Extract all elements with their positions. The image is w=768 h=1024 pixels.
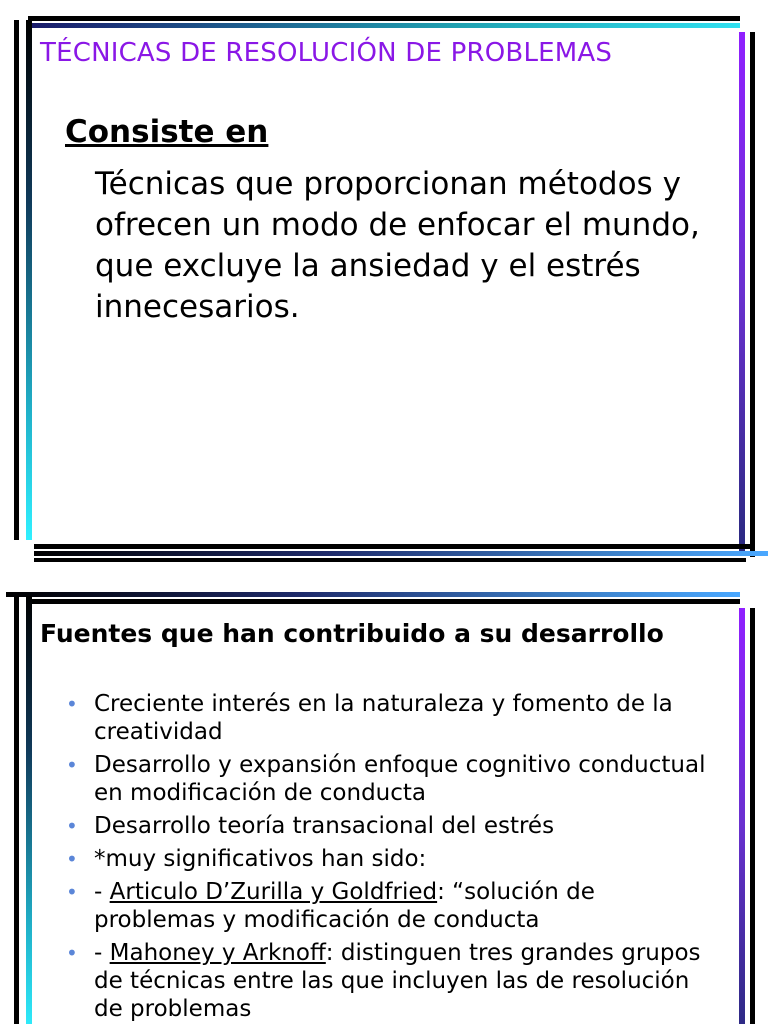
- slide-subtitle: Consiste en: [65, 114, 269, 150]
- reference-link[interactable]: Mahoney y Arknoff: [109, 940, 326, 966]
- bullet-list: [62, 690, 722, 1024]
- bullet-item: • Desarrollo y expansión enfoque cognitivo conductual en modificación de conducta: [66, 752, 706, 806]
- bullet-item: • - Mahoney y Arknoff: distinguen tres grandes grupos de técnicas entre las que incluyen las de resolución de problemas: [66, 940, 701, 1022]
- slide-paragraph: Técnicas que proporcionan métodos y ofrecen un modo de enfocar el mundo, que excluye la ansiedad y el estrés innecesarios.: [95, 166, 700, 325]
- bullet-item: • *muy significativos han sido:: [66, 846, 427, 872]
- bullet-item: • Creciente interés en la naturaleza y fomento de la creatividad: [66, 691, 673, 745]
- top-frame-bar-black: [28, 16, 740, 21]
- bullet-icon: •: [66, 753, 78, 777]
- left-frame-bar-gradient: [26, 20, 32, 540]
- slide-2: [0, 578, 768, 1024]
- right-frame-bar-black: [750, 32, 755, 557]
- top-frame-bar-gradient: [6, 592, 740, 597]
- left-frame-bar-black: [14, 20, 19, 540]
- bottom-frame-bar-black-2: [34, 558, 746, 562]
- right-frame-bar-black: [750, 608, 755, 1024]
- slide-separator: [0, 570, 768, 578]
- bullet-icon: •: [66, 814, 78, 838]
- bullet-icon: •: [66, 692, 78, 716]
- right-frame-bar-purple: [739, 608, 745, 1024]
- bullet-item: • Desarrollo teoría transacional del estrés: [66, 813, 555, 839]
- left-frame-bar-gradient: [26, 596, 32, 1024]
- slide-title: TÉCNICAS DE RESOLUCIÓN DE PROBLEMAS: [40, 38, 613, 68]
- bullet-icon: •: [66, 847, 78, 871]
- bullet-item: • - Articulo D’Zurilla y Goldfried: “solución de problemas y modificación de conducta: [66, 879, 595, 933]
- bullet-icon: •: [66, 941, 78, 965]
- top-frame-bar-black: [28, 599, 740, 604]
- slide-title: Fuentes que han contribuido a su desarrollo: [40, 619, 664, 648]
- top-frame-bar-gradient: [28, 23, 740, 28]
- bottom-frame-bar-black: [34, 544, 754, 549]
- left-frame-bar-black: [14, 596, 19, 1024]
- bullet-icon: •: [66, 880, 78, 904]
- right-frame-bar-purple: [739, 32, 745, 552]
- reference-link[interactable]: Articulo D’Zurilla y Goldfried: [109, 879, 438, 905]
- bottom-frame-bar-gradient: [34, 551, 768, 556]
